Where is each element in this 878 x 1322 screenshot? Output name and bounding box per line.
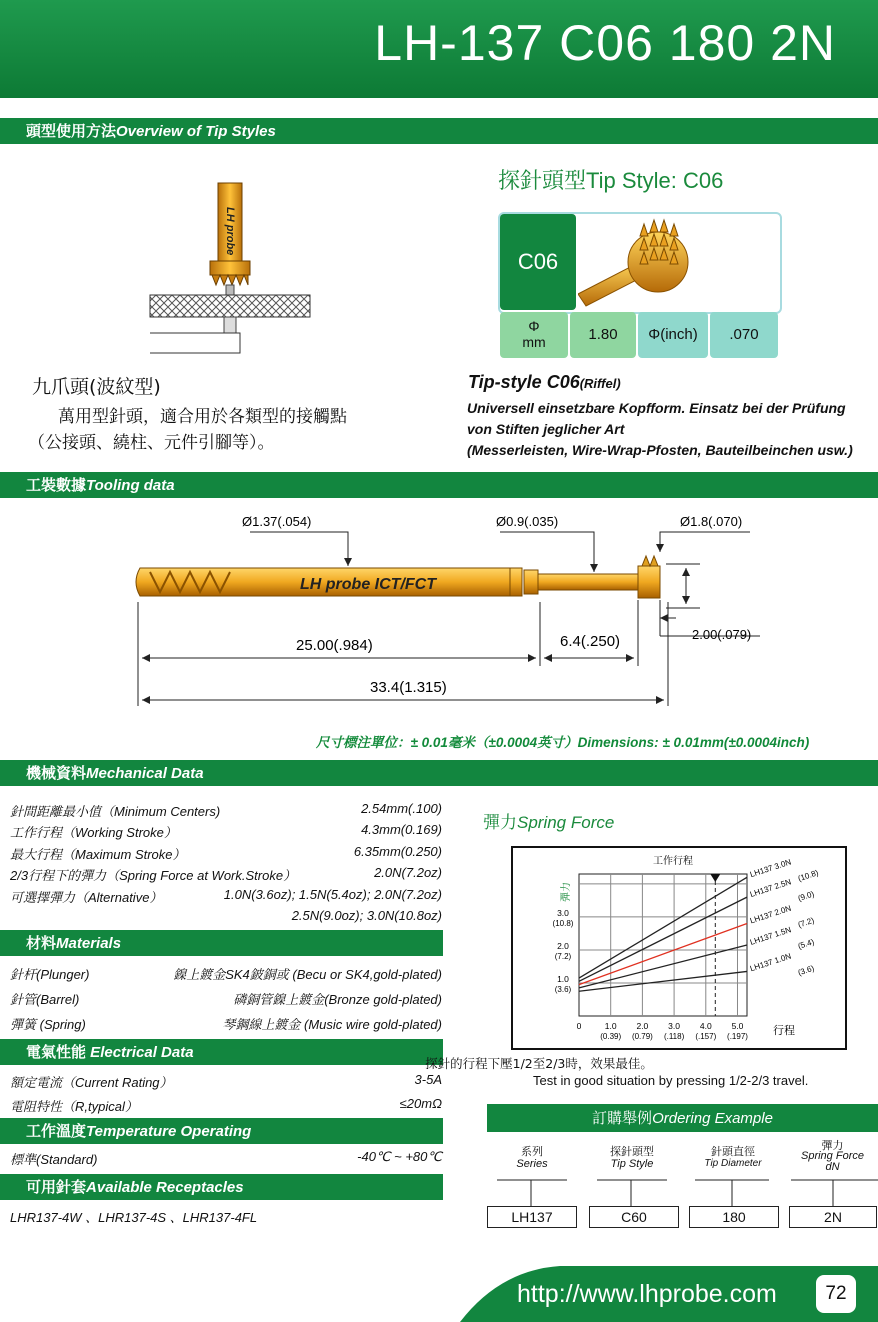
order-col-spring-force: 彈力 Spring Force dN — [801, 1139, 864, 1173]
order-col-tip-style: 探針頭型 Tip Style — [610, 1145, 654, 1170]
dim-d137: Ø1.37(.054) — [242, 514, 312, 529]
chart-x-label: 行程 — [773, 1024, 795, 1037]
electrical-current: 額定電流（Current Rating） 3-5A — [10, 1072, 442, 1090]
chart-series-label: LH137 3.0N — [748, 857, 793, 880]
order-value-spring-force: 2N — [789, 1206, 877, 1228]
chart-series-sublabel: (9.0) — [796, 889, 816, 904]
section-bar-ordering: 訂購舉例Ordering Example — [487, 1104, 878, 1132]
section-bar-temperature: 工作溫度Temperature Operating — [0, 1118, 443, 1144]
chart-y-tick-sub: (7.2) — [554, 951, 572, 961]
chart-x-tick: 5.0 — [731, 1021, 744, 1031]
tip-de-desc: Universell einsetzbare Kopfform. Einsatz bei der Prüfung von Stiften jeglicher Art (Messerleisten, Wire-Wrap-Pfosten, Bauteilbeinchen usw.) — [467, 400, 853, 458]
chart-y-tick: 1.0 — [557, 973, 569, 984]
dim-len-334: 33.4(1.315) — [370, 679, 447, 696]
section-bar-mechanical: 機械資料Mechanical Data — [0, 760, 878, 786]
tip-cn-desc1: 萬用型針頭，適合用於各類型的接觸點 — [58, 407, 347, 427]
page-header — [0, 0, 878, 98]
tolerance-note: 尺寸標注單位：± 0.01毫米（±0.0004英寸）Dimensions: ± 0.01mm(±0.0004inch) — [316, 735, 810, 750]
mech-row-max-stroke: 最大行程（Maximum Stroke） 6.35mm(0.250) — [10, 844, 442, 862]
chart-series-label: LH137 1.0N — [748, 951, 793, 974]
chart-title: 工作行程 — [653, 856, 693, 867]
table-inch-label: Φ(inch) — [638, 312, 708, 358]
spring-note-cn: 探針的行程下壓1/2至2/3時，效果最佳。 — [425, 1056, 653, 1071]
tip-usage-illustration — [140, 175, 320, 360]
dim-len-64: 6.4(.250) — [560, 633, 621, 650]
chart-x-tick: 0 — [576, 1021, 582, 1031]
electrical-resistance: 電阻特性（R,typical） ≤20mΩ — [10, 1096, 442, 1114]
chart-series-sublabel: (3.6) — [796, 963, 816, 978]
chart-x-tick-sub: (.118) — [663, 1032, 685, 1041]
order-value-tip-diameter: 180 — [689, 1206, 779, 1228]
chart-series-label: LH137 1.5N — [748, 925, 793, 947]
material-plunger: 針杆(Plunger) 鎳上鍍金SK4鈹銅或 (Becu or SK4,gold-plated) — [10, 967, 442, 982]
spring-note-en: Test in good situation by pressing 1/2-2/3 travel. — [533, 1073, 809, 1088]
mech-row-spring-force: 2/3行程下的彈力（Spring Force at Work.Stroke） 2.0N(7.2oz) — [10, 865, 442, 883]
chart-y-tick: 2.0 — [557, 940, 569, 951]
order-value-tip-style: C60 — [589, 1206, 679, 1228]
material-spring: 彈簧 (Spring) 琴鋼線上鍍金 (Music wire gold-plated) — [10, 1017, 442, 1032]
chart-y-tick-sub: (3.6) — [554, 984, 572, 994]
tip-style-title — [498, 164, 723, 195]
chart-x-tick-sub: (.157) — [695, 1032, 717, 1041]
chart-series-sublabel: (7.2) — [796, 915, 816, 930]
tip-style-title-cn: 探針頭型 — [498, 168, 587, 193]
chart-y-tick-sub: (10.8) — [552, 918, 574, 928]
dim-d09: Ø0.9(.035) — [496, 514, 559, 529]
chart-x-tick-sub: (0.79) — [631, 1032, 653, 1041]
chart-series-label: LH137 2.0N — [748, 903, 793, 926]
chart-x-tick: 3.0 — [668, 1021, 681, 1031]
tip-style-title-en: Tip Style: C06 — [586, 168, 724, 193]
order-col-series: 系列 Series — [516, 1145, 548, 1170]
chart-x-tick: 4.0 — [699, 1021, 712, 1031]
chart-series-sublabel: (5.4) — [796, 937, 816, 951]
chart-y-tick: 3.0 — [557, 907, 569, 918]
order-col-tip-diameter: 針頭直徑 Tip Diameter — [704, 1145, 762, 1169]
spring-force-chart — [511, 846, 847, 1050]
tip-code: C06 — [500, 214, 576, 310]
footer-url[interactable]: http://www.lhprobe.com — [517, 1280, 777, 1308]
section-bar-tooling: 工裝數據Tooling data — [0, 472, 878, 498]
mech-row-alternative: 可選擇彈力（Alternative） 1.0N(3.6oz); 1.5N(5.4oz); 2.0N(7.2oz) — [10, 887, 442, 905]
chart-series-sublabel: (10.8) — [796, 868, 820, 884]
barrel-text: LH probe ICT/FCT — [300, 576, 436, 593]
spring-force-title: 彈力Spring Force — [483, 813, 615, 832]
section-title-en: Overview of Tip Styles — [116, 123, 276, 140]
table-phi-mm-label: Φ mm — [500, 312, 568, 358]
mech-row-working-stroke: 工作行程（Working Stroke） 4.3mm(0.169) — [10, 822, 442, 840]
dim-d18: Ø1.8(.070) — [680, 514, 743, 529]
page-number: 72 — [816, 1275, 856, 1313]
chart-y-label: 彈力 — [561, 882, 572, 902]
material-barrel: 針管(Barrel) 磷銅管鎳上鍍金(Bronze gold-plated) — [10, 992, 442, 1007]
section-bar-tip-styles — [0, 118, 878, 144]
chart-x-tick-sub: (0.39) — [600, 1032, 622, 1041]
ordering-example — [487, 1134, 878, 1234]
order-value-series: LH137 — [487, 1206, 577, 1228]
tip-cn-desc2: （公接頭、繞柱、元件引腳等）。 — [28, 433, 275, 453]
dim-len-200: 2.00(.079) — [692, 627, 752, 642]
dim-len-25: 25.00(.984) — [296, 637, 373, 654]
temperature-standard: 標準(Standard) -40℃ ~ +80℃ — [10, 1149, 442, 1167]
chart-x-tick: 2.0 — [636, 1021, 649, 1031]
mech-row-min-centers: 針間距離最小值（Minimum Centers) 2.54mm(.100) — [10, 801, 442, 819]
chart-x-tick: 1.0 — [604, 1021, 617, 1031]
tip-head-image — [578, 216, 774, 308]
section-bar-electrical: 電氣性能 Electrical Data — [0, 1039, 443, 1065]
receptacles-list: LHR137-4W 、LHR137-4S 、LHR137-4FL — [10, 1210, 258, 1225]
section-title-cn: 頭型使用方法 — [26, 122, 117, 140]
probe-label: LH probe — [224, 207, 236, 256]
table-mm-value: 1.80 — [570, 312, 636, 358]
section-bar-receptacles: 可用針套Available Receptacles — [0, 1174, 443, 1200]
tip-cn-title: 九爪頭(波紋型) — [32, 376, 161, 398]
chart-x-tick-sub: (.197) — [727, 1032, 748, 1041]
page-title: LH-137 C06 180 2N — [374, 15, 836, 71]
chart-series-label: LH137 2.5N — [748, 877, 793, 900]
table-inch-value: .070 — [710, 312, 778, 358]
tooling-drawing — [120, 506, 878, 716]
section-bar-materials: 材料Materials — [0, 930, 443, 956]
tip-de-title: Tip-style C06(Riffel) — [468, 372, 621, 392]
